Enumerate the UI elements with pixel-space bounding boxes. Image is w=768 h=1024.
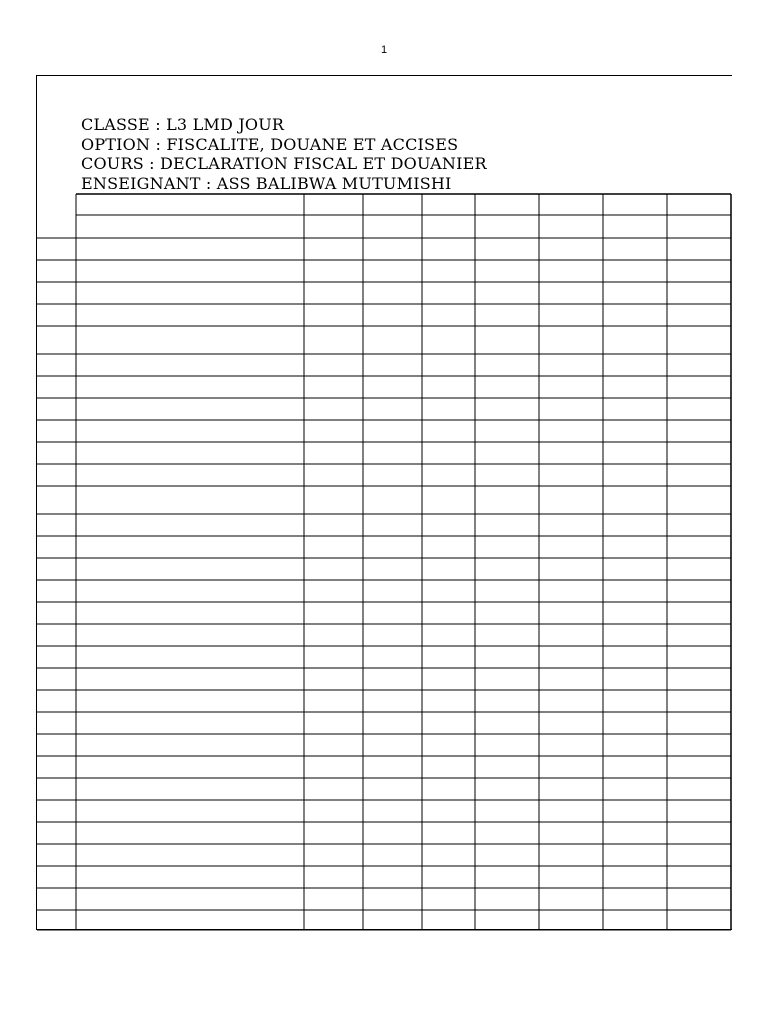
header-option: OPTION : FISCALITE, DOUANE ET ACCISES	[81, 134, 459, 154]
page-number: 1	[380, 44, 388, 56]
header-cours: COURS : DECLARATION FISCAL ET DOUANIER	[81, 154, 487, 173]
header-classe: CLASSE : L3 LMD JOUR	[81, 115, 285, 134]
header-enseignant: ENSEIGNANT : ASS BALIBWA MUTUMISHI	[81, 173, 452, 193]
